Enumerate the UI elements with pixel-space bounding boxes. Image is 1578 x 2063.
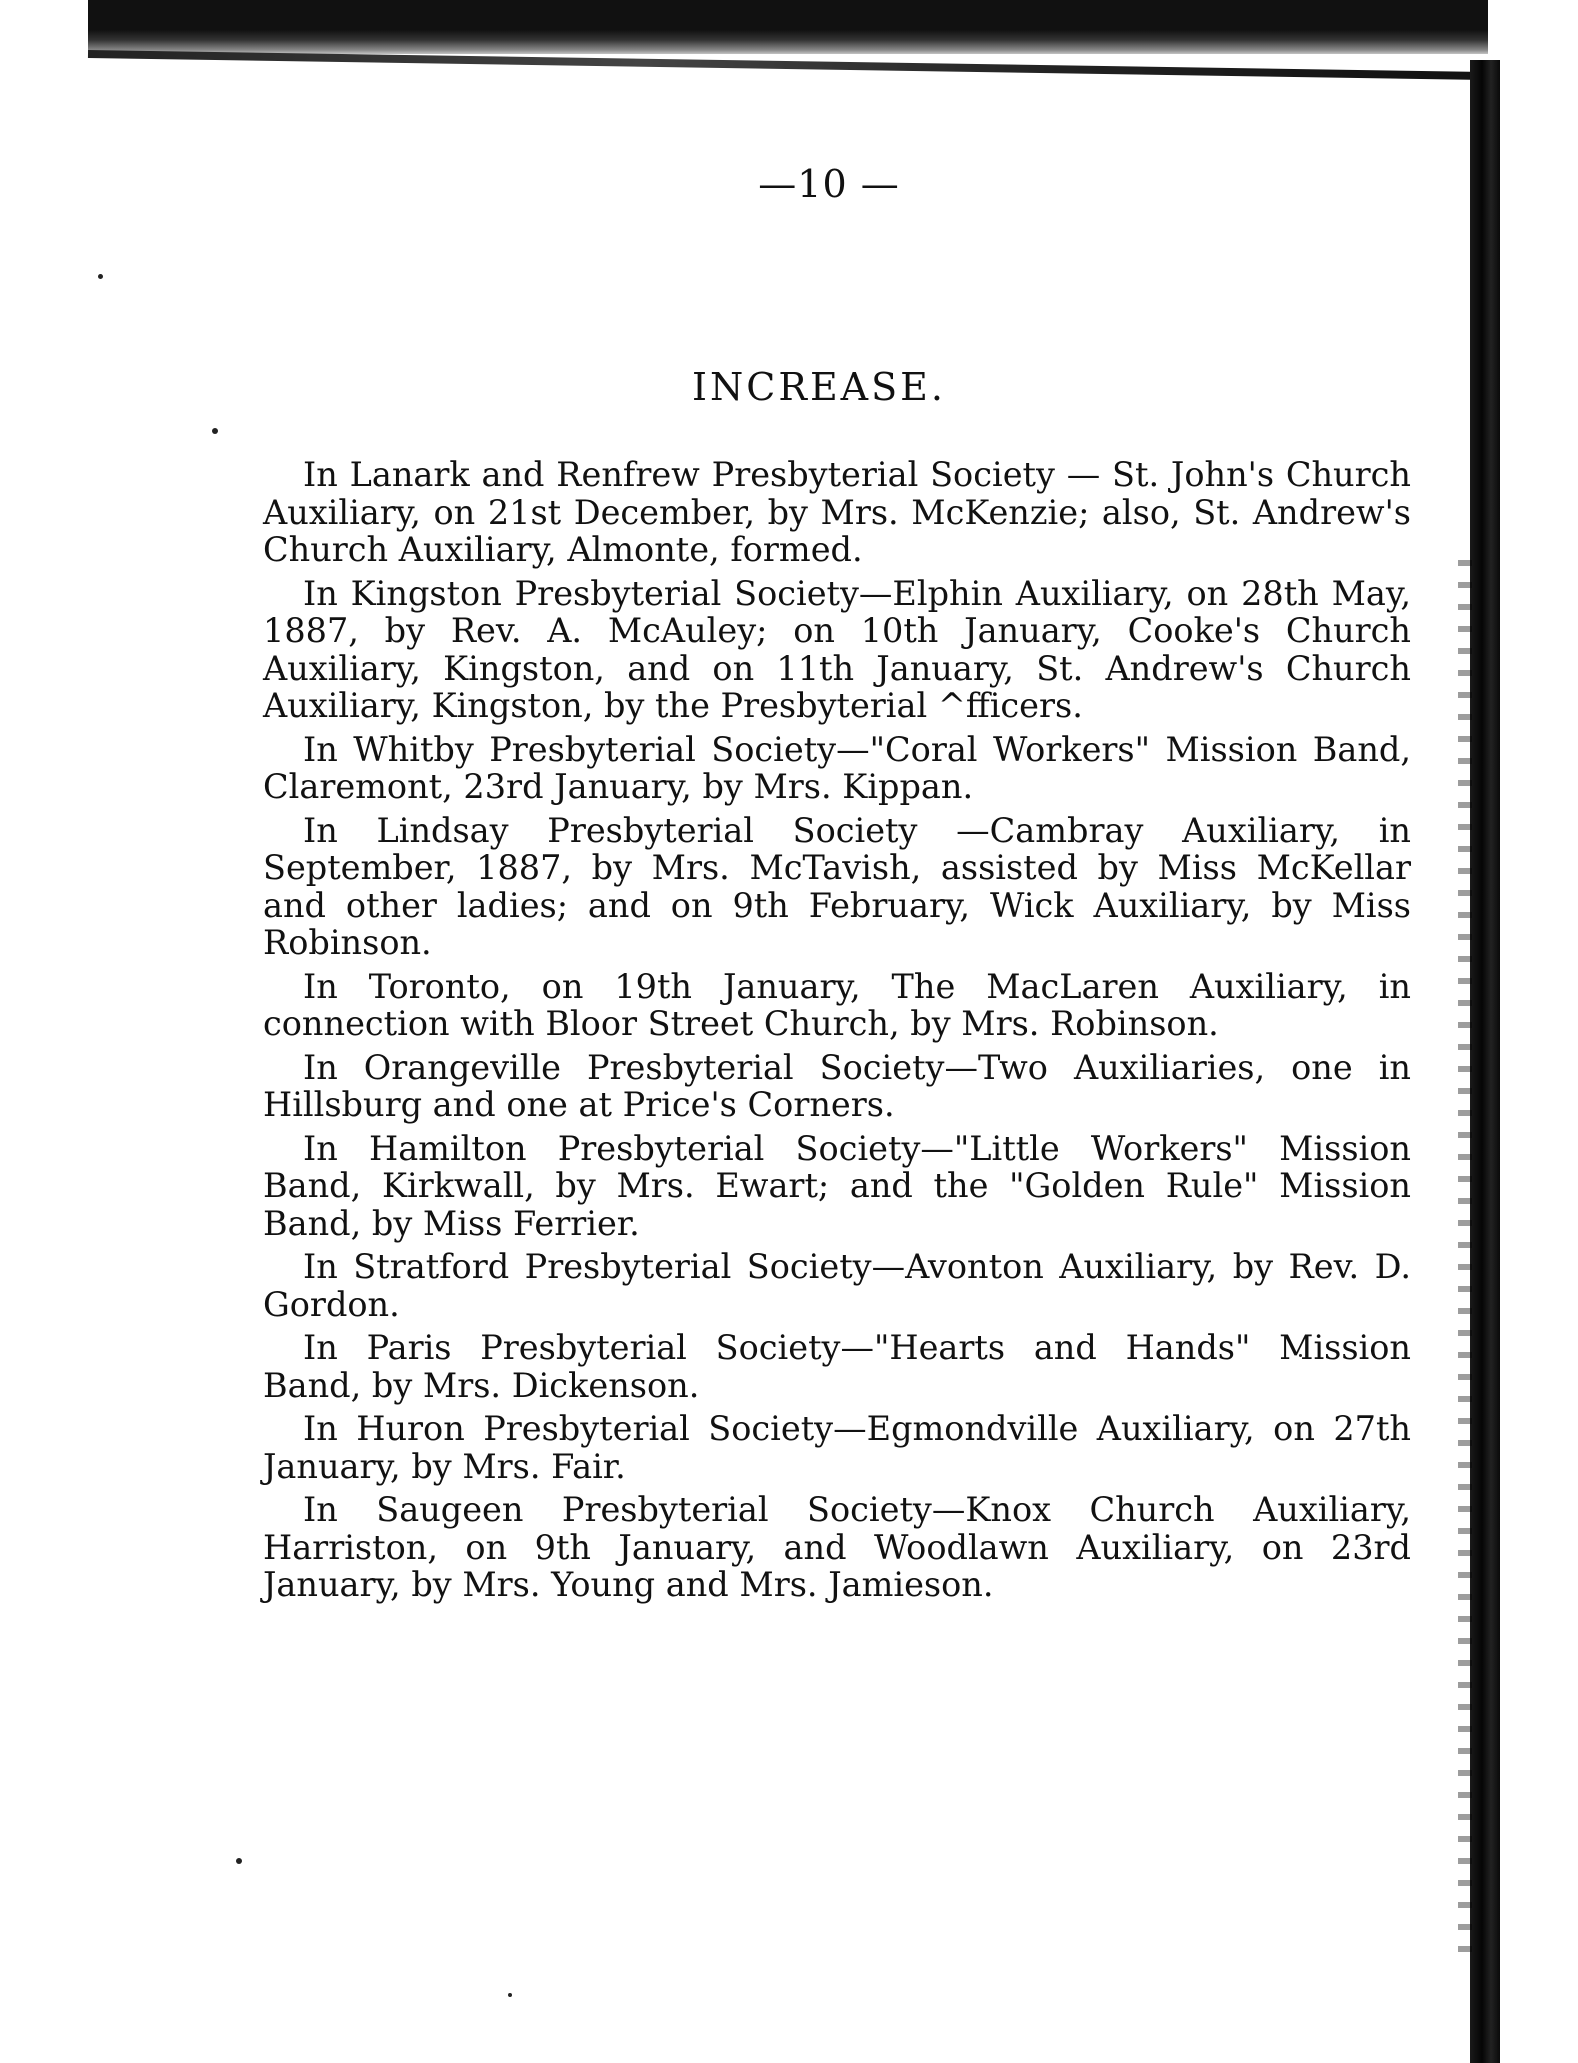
paragraph-lindsay: In Lindsay Presbyterial Society —Cambray Auxiliary, in September, 1887, by Mrs. McTavish, assisted by Miss McKellar and other ladies; and on 9th February, Wick Auxiliary, by Miss Robinson. bbox=[263, 810, 1411, 962]
scan-top-edge bbox=[88, 0, 1488, 54]
page-number: —10 — bbox=[758, 162, 900, 206]
scan-speck bbox=[98, 274, 103, 279]
paragraph-paris: In Paris Presbyterial Society—"Hearts and Hands" Mission Band, by Mrs. Dickenson. bbox=[263, 1328, 1411, 1405]
scan-right-edge bbox=[1470, 60, 1500, 2063]
paragraph-saugeen: In Saugeen Presbyterial Society—Knox Church Auxiliary, Harriston, on 9th January, and Woodlawn Auxiliary, on 23rd January, by Mrs. Young and Mrs. Jamieson. bbox=[263, 1490, 1411, 1604]
paragraph-whitby: In Whitby Presbyterial Society—"Coral Workers" Mission Band, Claremont, 23rd January, by Mrs. Kippan. bbox=[263, 729, 1411, 806]
paragraph-lanark-renfrew: In Lanark and Renfrew Presbyterial Society — St. John's Church Auxiliary, on 21st December, by Mrs. McKenzie; also, St. Andrew's Church Auxiliary, Almonte, formed. bbox=[263, 455, 1411, 569]
paragraph-stratford: In Stratford Presbyterial Society—Avonton Auxiliary, by Rev. D. Gordon. bbox=[263, 1247, 1411, 1324]
section-title: INCREASE. bbox=[692, 365, 946, 409]
paragraph-toronto: In Toronto, on 19th January, The MacLaren Auxiliary, in connection with Bloor Street Church, by Mrs. Robinson. bbox=[263, 966, 1411, 1043]
paragraph-kingston: In Kingston Presbyterial Society—Elphin Auxiliary, on 28th May, 1887, by Rev. A. McAuley; on 10th January, Cooke's Church Auxiliary, Kingston, and on 11th January, St. Andrew's Church Auxiliary, Kingston, by the Presbyterial ^fficers. bbox=[263, 573, 1411, 725]
scan-speck bbox=[212, 428, 218, 434]
scan-speck bbox=[508, 1993, 512, 1997]
scan-right-edge-noise bbox=[1458, 560, 1472, 1960]
paragraph-hamilton: In Hamilton Presbyterial Society—"Little Workers" Mission Band, Kirkwall, by Mrs. Ewart; and the "Golden Rule" Mission Band, by Miss Ferrier. bbox=[263, 1128, 1411, 1243]
body-text bbox=[263, 456, 1411, 1610]
scan-top-edge-line bbox=[88, 50, 1478, 80]
paragraph-orangeville: In Orangeville Presbyterial Society—Two Auxiliaries, one in Hillsburg and one at Price's Corners. bbox=[263, 1047, 1411, 1124]
paragraph-huron: In Huron Presbyterial Society—Egmondville Auxiliary, on 27th January, by Mrs. Fair. bbox=[263, 1409, 1411, 1486]
scan-speck bbox=[236, 1858, 242, 1864]
